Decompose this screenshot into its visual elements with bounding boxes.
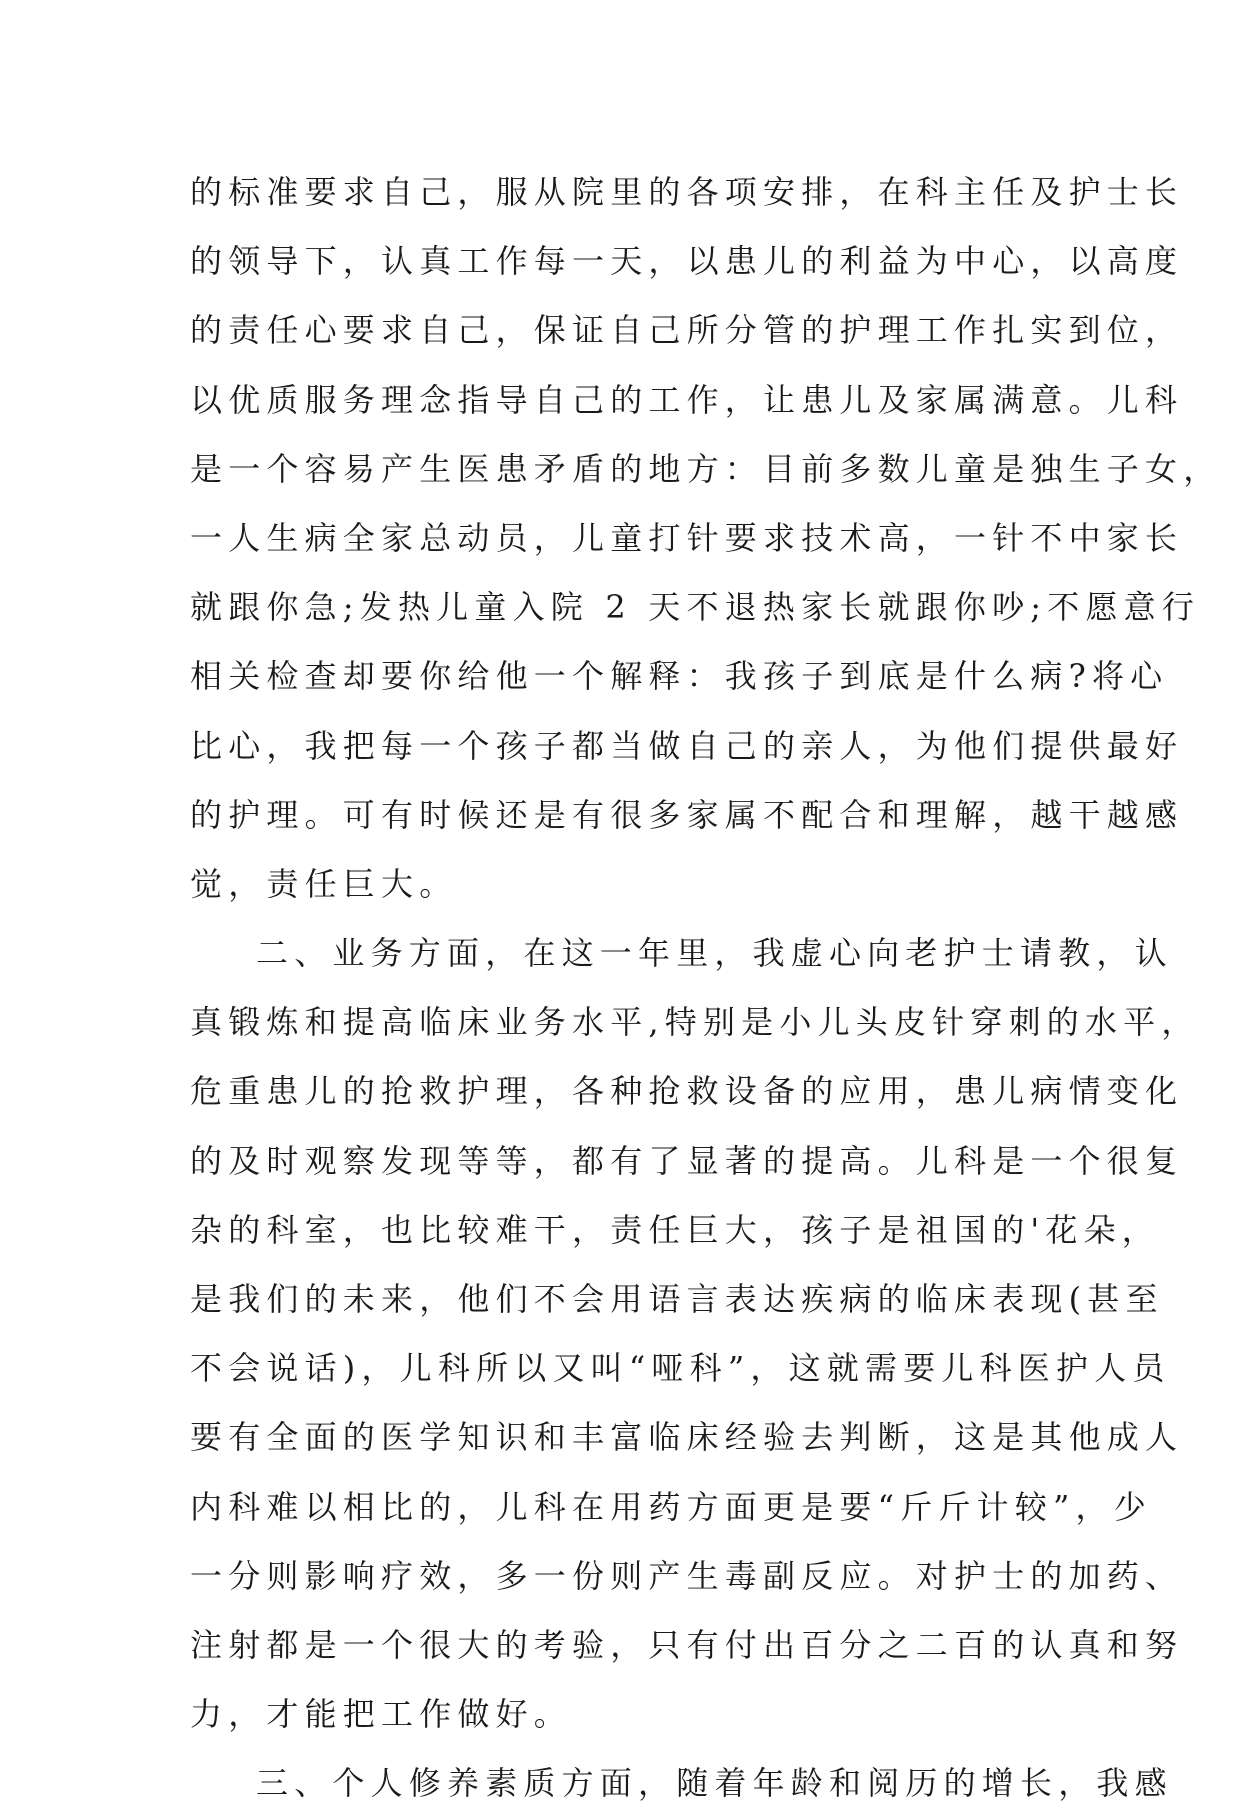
text-line: 的标准要求自己，服从院里的各项安排，在科主任及护士长: [190, 173, 1184, 211]
text-line: 比心，我把每一个孩子都当做自己的亲人，为他们提供最好: [190, 726, 1184, 765]
text-line: 的责任心要求自己，保证自己所分管的护理工作扎实到位，: [190, 311, 1184, 350]
text-line: 力，才能把工作做好。: [190, 1695, 573, 1734]
text-line: 危重患儿的抢救护理，各种抢救设备的应用，患儿病情变化: [190, 1072, 1184, 1111]
text-line: 要有全面的医学知识和丰富临床经验去判断，这是其他成人: [190, 1418, 1184, 1457]
text-line: 杂的科室，也比较难干，责任巨大，孩子是祖国的'花朵，: [190, 1210, 1160, 1249]
text-line: 的领导下，认真工作每一天，以患儿的利益为中心，以高度: [190, 242, 1184, 281]
text-line: 是我们的未来，他们不会用语言表达疾病的临床表现(甚至: [190, 1280, 1164, 1318]
text-line: 真锻炼和提高临床业务水平,特别是小儿头皮针穿刺的水平，: [190, 1003, 1200, 1042]
text-line: 的及时观察发现等等，都有了显著的提高。儿科是一个很复: [190, 1141, 1184, 1180]
paragraph-start-line: 二、业务方面，在这一年里，我虚心向老护士请教，认: [256, 934, 1173, 973]
text-line: 一分则影响疗效，多一份则产生毒副反应。对护士的加药、: [190, 1556, 1184, 1595]
text-line: 以优质服务理念指导自己的工作，让患儿及家属满意。儿科: [190, 380, 1184, 419]
text-line: 觉，责任巨大。: [190, 864, 458, 903]
text-line: 注射都是一个很大的考验，只有付出百分之二百的认真和努: [190, 1625, 1184, 1664]
text-line: 相关检查却要你给他一个解释：我孩子到底是什么病?将心: [190, 657, 1169, 696]
document-body: [190, 158, 1222, 1819]
text-line: 不会说话)，儿科所以又叫“哑科”，这就需要儿科医护人员: [190, 1349, 1171, 1388]
text-line: 一人生病全家总动员，儿童打针要求技术高，一针不中家长: [190, 518, 1184, 557]
text-line: 内科难以相比的，儿科在用药方面更是要“斤斤计较”，少: [190, 1487, 1152, 1526]
paragraph-start-line: 三、个人修养素质方面，随着年龄和阅历的增长，我感: [256, 1764, 1173, 1803]
text-line: 的护理。可有时候还是有很多家属不配合和理解，越干越感: [190, 795, 1184, 834]
text-line: 是一个容易产生医患矛盾的地方：目前多数儿童是独生子女，: [190, 449, 1222, 488]
text-line: 就跟你急;发热儿童入院 2 天不退热家长就跟你吵;不愿意行: [190, 588, 1201, 627]
